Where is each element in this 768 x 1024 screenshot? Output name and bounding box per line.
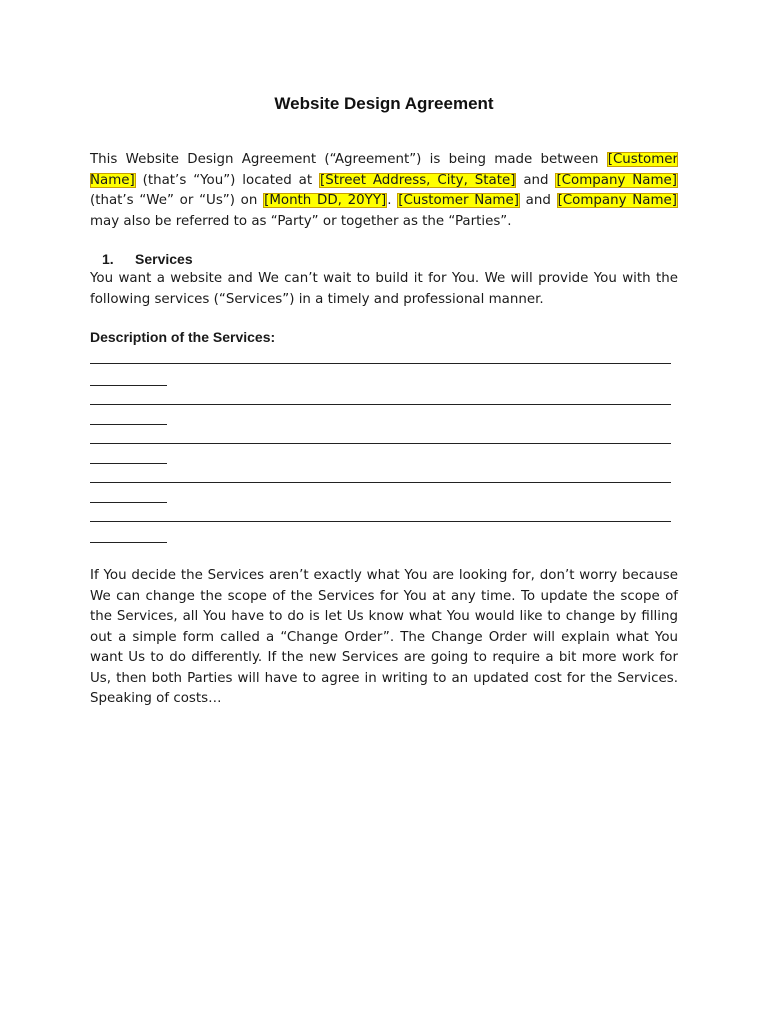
section-title: Services [135, 251, 193, 267]
fill-in-line[interactable] [90, 385, 167, 386]
description-heading: Description of the Services: [90, 329, 276, 345]
fill-in-line[interactable] [90, 521, 671, 522]
intro-text: (that’s “You”) located at [135, 172, 320, 188]
change-order-paragraph: If You decide the Services aren’t exactly what You are looking for, don’t worry because We can change the scope of the Services for You at any time. To update the scope of the Services, all You have to do is let Us know what You would like to change by filling out a simple form called a “Change Order”. The Change Order will explain what You want Us to do differently. If the new Services are going to require a bit more work for Us, then both Parties will have to agree in writing to an updated cost for the Services. Speaking of costs… [90, 568, 678, 706]
fill-in-line[interactable] [90, 482, 671, 483]
intro-text: and [519, 193, 557, 208]
fill-in-line[interactable] [90, 463, 167, 464]
fill-in-line[interactable] [90, 363, 671, 364]
fill-in-line[interactable] [90, 404, 671, 405]
intro-text: (that’s “We” or “Us”) on [90, 193, 264, 208]
intro-text: . [387, 193, 398, 208]
fill-in-line[interactable] [90, 424, 167, 425]
fill-in-line[interactable] [90, 443, 671, 444]
fill-in-line[interactable] [90, 542, 167, 543]
intro-text: may also be referred to as “Party” or together as the “Parties”. [90, 213, 512, 229]
intro-text: This Website Design Agreement (“Agreement”) is being made between [90, 152, 607, 167]
customer-name-placeholder: [Customer Name] [90, 152, 678, 188]
date-placeholder: [Month DD, 20YY] [264, 193, 387, 208]
fill-in-line[interactable] [90, 502, 167, 503]
street-address-placeholder: [Street Address, City, State] [320, 172, 516, 188]
section-number: 1. [102, 251, 114, 267]
section-heading-services [102, 251, 193, 267]
customer-name-placeholder: [Customer Name] [398, 193, 519, 208]
intro-paragraph [90, 150, 678, 232]
company-name-placeholder: [Company Name] [557, 193, 677, 208]
services-paragraph: You want a website and We can’t wait to build it for You. We will provide You with the following services (“Services”) in a timely and professional manner. [90, 271, 678, 307]
company-name-placeholder: [Company Name] [556, 172, 678, 188]
intro-text: and [516, 172, 556, 188]
document-title: Website Design Agreement [274, 94, 494, 113]
